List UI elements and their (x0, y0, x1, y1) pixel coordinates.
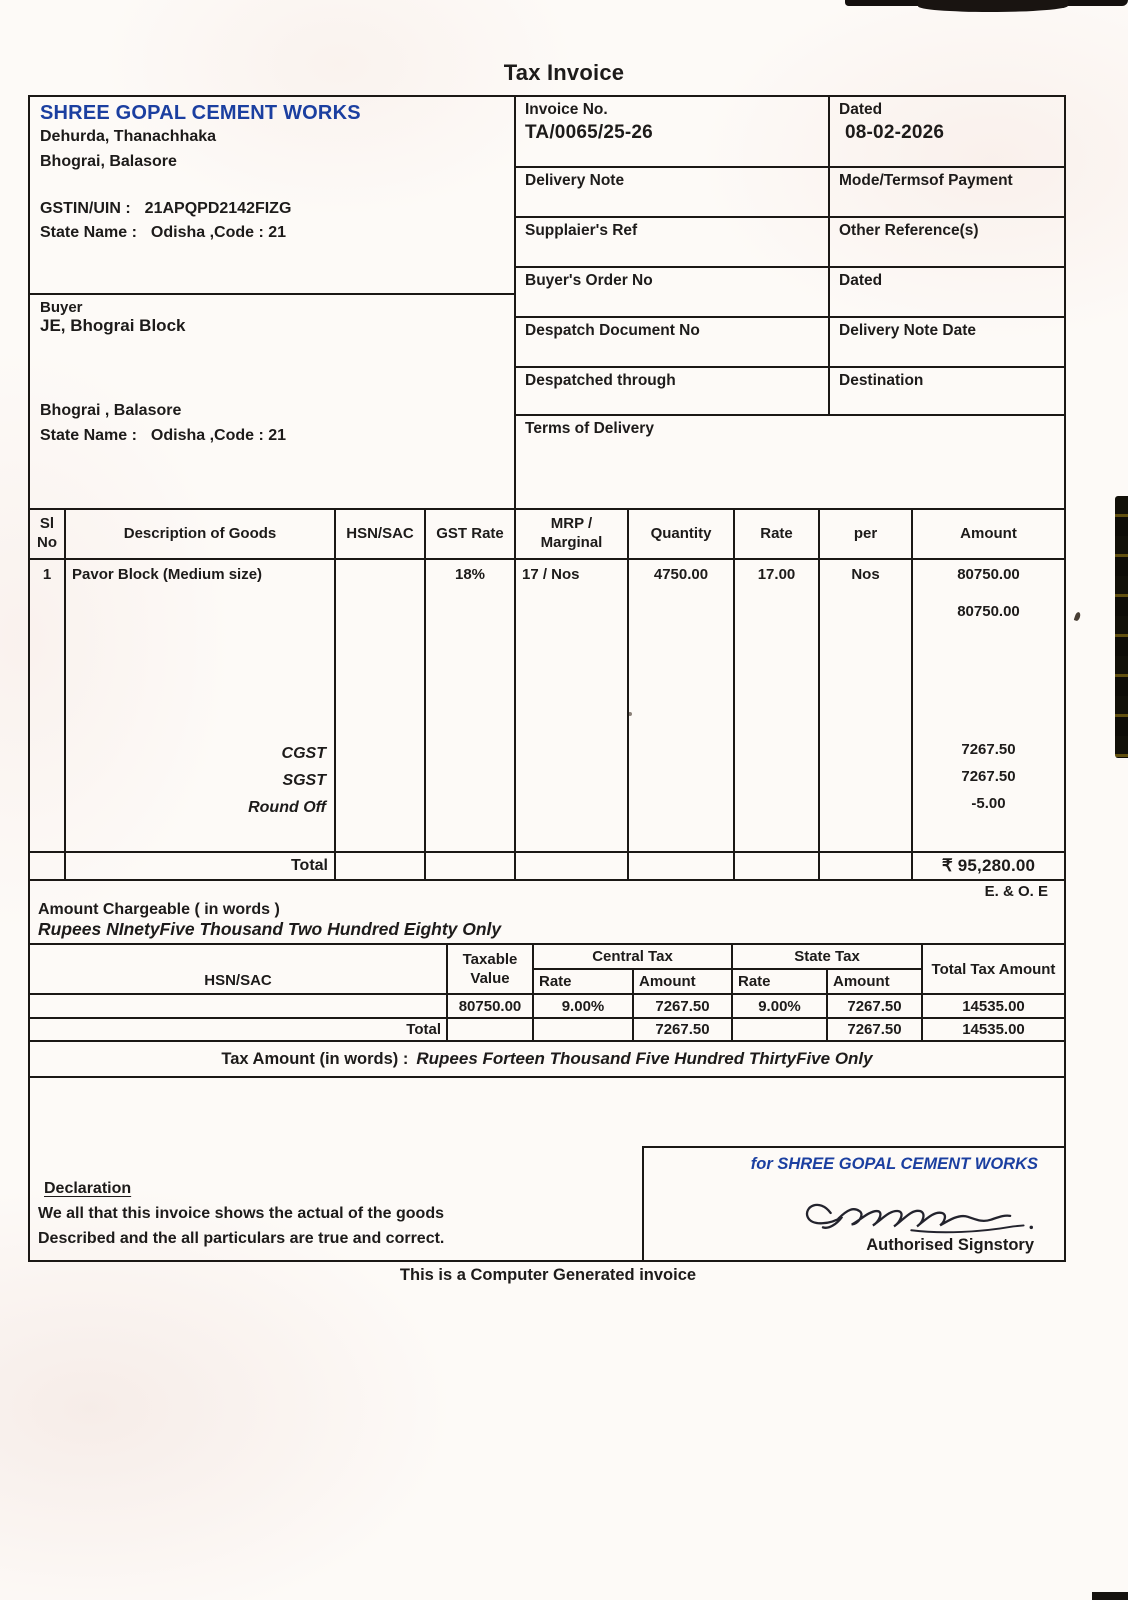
tax-col-state: State Tax (733, 945, 921, 970)
tax-central-amount: 7267.50 (634, 995, 733, 1017)
authorised-signatory-label: Authorised Signstory (866, 1236, 1034, 1254)
tax-col-total: Total Tax Amount (931, 960, 1056, 978)
seller-address-line1: Dehurda, Thanachhaka (40, 128, 217, 145)
item-amount: 80750.00 (957, 566, 1020, 583)
buyer-name: JE, Bhograi Block (40, 316, 186, 335)
despatched-through-label: Despatched through (525, 372, 676, 389)
col-amount: Amount (960, 524, 1017, 542)
tax-col-state-rate: Rate (733, 970, 828, 993)
meta-row-despatch-doc (516, 318, 1064, 368)
declaration-block (38, 1180, 444, 1251)
item-gst-rate: 18% (454, 566, 486, 583)
declaration-heading: Declaration (44, 1180, 132, 1197)
meta-column (516, 97, 1064, 508)
tax-col-central-amount: Amount (639, 973, 696, 990)
item-quantity: 4750.00 (653, 566, 709, 583)
scan-edge-artifact-bottom-right (1092, 1592, 1128, 1600)
items-total-label: Total (66, 853, 336, 879)
tax-table-header (30, 945, 1064, 995)
item-hsn (336, 560, 424, 566)
col-quantity: Quantity (629, 510, 735, 558)
col-description: Description of Goods (66, 510, 336, 558)
item-description: Pavor Block (Medium size) (72, 566, 263, 583)
declaration-line2: Described and the all particulars are true and correct. (38, 1230, 445, 1247)
delivery-note-label: Delivery Note (525, 172, 625, 189)
invoice-no-label: Invoice No. (525, 101, 608, 118)
item-rate: 17.00 (757, 566, 796, 583)
amount-chargeable-label: Amount Chargeable ( in words ) (38, 901, 280, 918)
tax-col-central-rate: Rate (534, 970, 634, 993)
tax-total-amount: 14535.00 (962, 997, 1025, 1015)
tax-total-label: Total (30, 1019, 448, 1040)
tax-state-rate: 9.00% (733, 995, 828, 1017)
col-mrp-line1: MRP / (550, 515, 593, 533)
col-hsn: HSN/SAC (336, 510, 426, 558)
payment-mode-label: Mode/Termsof Payment (828, 168, 1064, 216)
tax-words-label: Tax Amount (in words) : (221, 1049, 409, 1068)
dated-value: 08-02-2026 (845, 122, 945, 143)
seller-name: SHREE GOPAL CEMENT WORKS (40, 102, 361, 124)
signature-for-line: for SHREE GOPAL CEMENT WORKS (750, 1155, 1038, 1173)
document-title: Tax Invoice (503, 60, 625, 85)
item-mrp: 17 / Nos (522, 566, 580, 583)
meta-row-despatched-through (516, 368, 1064, 416)
tax-total-state-amount: 7267.50 (828, 1019, 923, 1040)
tax-words-section (30, 1042, 1064, 1078)
tax-summary-table (30, 945, 1064, 1042)
col-sl-line1: Sl (39, 515, 55, 533)
buyer-section-label: Buyer (40, 299, 83, 316)
amount-in-words: Rupees NInetyFive Thousand Two Hundred Eighty Only (38, 919, 502, 939)
buyer-address: Bhograi , Balasore (40, 402, 182, 419)
invoice-frame (28, 95, 1066, 1262)
tax-total-grand: 14535.00 (962, 1021, 1025, 1038)
col-per: per (820, 510, 913, 558)
charge-values (913, 736, 1064, 817)
meta-row-terms (516, 416, 1064, 508)
seller-state-label: State Name : (40, 224, 137, 242)
bottom-section (30, 1078, 1064, 1260)
buyer-state-value: Odisha ,Code : 21 (150, 426, 287, 444)
item-sl: 1 (42, 566, 52, 583)
tax-col-taxable-line2: Value (470, 970, 510, 987)
signature-box (642, 1146, 1064, 1260)
charge-amount-cgst: 7267.50 (961, 741, 1016, 758)
invoice-no-value: TA/0065/25-26 (525, 122, 653, 143)
col-rate: Rate (735, 510, 820, 558)
amount-words-section (30, 881, 1064, 945)
eoe-note: E. & O. E (984, 883, 1048, 900)
charge-label-sgst: SGST (282, 772, 326, 789)
tax-total-row (30, 1019, 1064, 1040)
items-total-row (30, 853, 1064, 881)
meta-row-suppliers-ref (516, 218, 1064, 268)
destination-label: Destination (828, 368, 1064, 414)
items-table-body (30, 560, 1064, 853)
buyer-address-block (40, 398, 286, 448)
col-mrp-line2: Marginal (540, 534, 603, 551)
charge-label-cgst: CGST (281, 745, 326, 762)
grand-total-amount: ₹ 95,280.00 (941, 856, 1036, 875)
tax-col-state-amount: Amount (833, 973, 890, 990)
other-reference-label: Other Reference(s) (828, 218, 1064, 266)
tax-col-central: Central Tax (534, 945, 731, 970)
gstin-label: GSTIN/UIN : (40, 199, 131, 217)
seller-block (30, 97, 514, 295)
meta-row-buyers-order (516, 268, 1064, 318)
items-table-header (30, 510, 1064, 560)
tax-state-amount: 7267.50 (828, 995, 923, 1017)
col-sl-line2: No (37, 534, 57, 551)
top-section (30, 97, 1064, 510)
seller-gst-block (40, 197, 504, 247)
dated2-label: Dated (828, 268, 1064, 316)
charge-amount-roundoff: -5.00 (971, 795, 1006, 812)
tax-data-row (30, 995, 1064, 1019)
tax-words-text: Rupees Forteen Thousand Five Hundred ThirtyFive Only (416, 1049, 873, 1068)
charge-labels (248, 740, 326, 821)
buyers-order-label: Buyer's Order No (525, 272, 653, 289)
tax-col-hsn: HSN/SAC (30, 945, 448, 993)
gstin-value: 21APQPD2142FIZG (144, 199, 292, 217)
seller-address-line2: Bhograi, Balasore (40, 152, 177, 170)
dated-label: Dated (839, 101, 883, 118)
tax-col-taxable-line1: Taxable (462, 950, 518, 968)
item-per: Nos (851, 566, 880, 583)
delivery-note-date-label: Delivery Note Date (828, 318, 1064, 366)
item-amount-subtotal: 80750.00 (957, 603, 1020, 620)
col-gst-rate: GST Rate (426, 510, 516, 558)
scan-edge-artifact-right (1115, 496, 1128, 758)
terms-of-delivery-label: Terms of Delivery (525, 420, 654, 437)
seller-state-value: Odisha ,Code : 21 (150, 224, 287, 242)
meta-row-delivery-note (516, 168, 1064, 218)
buyer-state-label: State Name : (40, 426, 137, 444)
charge-label-roundoff: Round Off (248, 799, 326, 816)
tax-taxable-value: 80750.00 (448, 995, 534, 1017)
tax-total-central-amount: 7267.50 (634, 1019, 733, 1040)
charge-amount-sgst: 7267.50 (961, 768, 1016, 785)
meta-row-invoice (516, 97, 1064, 168)
buyer-block (30, 295, 514, 508)
despatch-doc-label: Despatch Document No (525, 322, 700, 339)
scan-speck (1074, 611, 1082, 621)
suppliers-ref-label: Supplaier's Ref (525, 222, 638, 239)
party-column (30, 97, 516, 508)
scan-edge-artifact-top-bulge (918, 0, 1068, 12)
computer-generated-note: This is a Computer Generated invoice (399, 1266, 697, 1284)
tax-central-rate: 9.00% (534, 995, 634, 1017)
declaration-line1: We all that this invoice shows the actual of the goods (38, 1205, 444, 1222)
